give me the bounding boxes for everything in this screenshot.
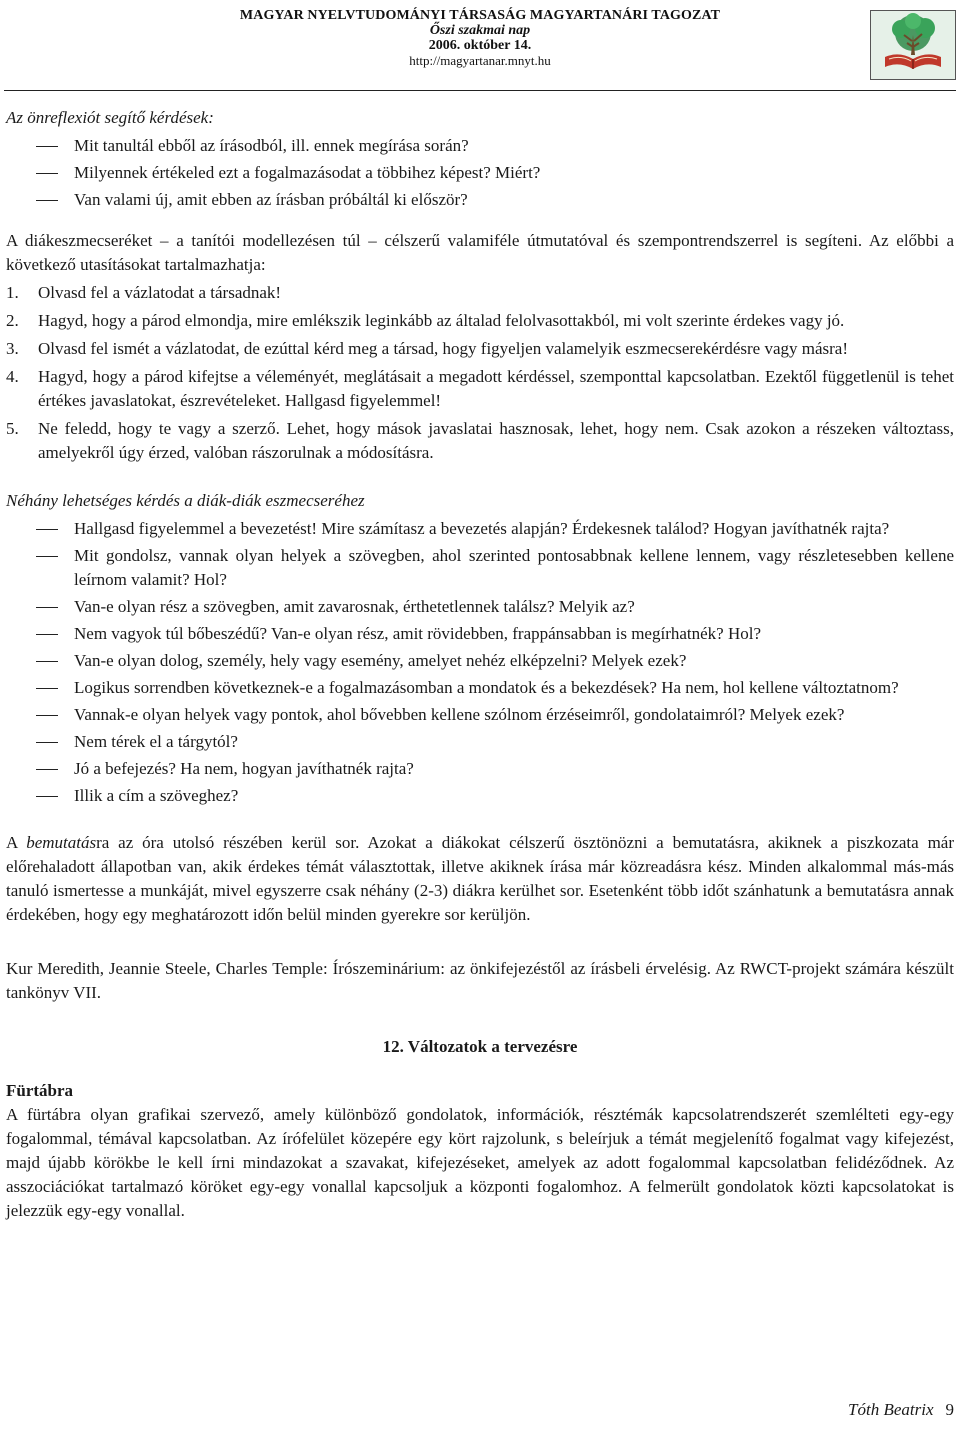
list-item: Illik a cím a szöveghez? bbox=[6, 784, 954, 808]
list-item bbox=[6, 365, 954, 413]
instruction-list bbox=[6, 281, 954, 465]
list-item: Hallgasd figyelemmel a bevezetést! Mire számítasz a bevezetés alapján? Érdekesnek találod? Hogyan javíthatnék rajta? bbox=[6, 517, 954, 541]
item-number: 4. bbox=[6, 367, 19, 386]
presentation-paragraph bbox=[6, 831, 954, 927]
list-item: Vannak-e olyan helyek vagy pontok, ahol bővebben kellene szólnom érzéseimről, gondolataimról? Melyek ezek? bbox=[6, 703, 954, 727]
list-item: Mit tanultál ebből az írásodból, ill. ennek megírása során? bbox=[6, 134, 954, 158]
self-reflection-list bbox=[6, 134, 954, 212]
list-item: Logikus sorrendben következnek-e a fogalmazásomban a mondatok és a bekezdések? Ha nem, hol kellene változtatnom? bbox=[6, 676, 954, 700]
header-organization: MAGYAR NYELVTUDOMÁNYI TÁRSASÁG MAGYARTANÁRI TAGOZAT bbox=[239, 8, 721, 23]
section-subheading: Fürtábra bbox=[6, 1081, 74, 1100]
item-number: 3. bbox=[6, 339, 19, 358]
page-number: 9 bbox=[945, 1400, 954, 1419]
reference-citation: Kur Meredith, Jeannie Steele, Charles Temple: Írószeminárium: az önkifejezéstől az írásbeli érvelésig. Az RWCT-projekt számára készült tankönyv VII. bbox=[6, 959, 954, 1002]
item-text: Ne feledd, hogy te vagy a szerző. Lehet, hogy mások javaslatai hasznosak, lehet, hogy nem. Csak azokon a részeken változtass, amelyekről úgy érzed, valóban rászorulnak a módosításra. bbox=[38, 419, 954, 462]
item-number: 1. bbox=[6, 283, 19, 302]
list-item bbox=[6, 309, 954, 333]
list-item bbox=[6, 417, 954, 465]
list-item: Nem térek el a tárgytól? bbox=[6, 730, 954, 754]
presentation-rest: ra az óra utolsó részében kerül sor. Azokat a diákokat célszerű ösztönözni a bemutatásra, akiknek a piszkozata már előrehaladott állapotban van, akik érdekes témát választottak, illetve akiknek írása már közreadásra kész. Minden alkalommal más-más tanuló ismertesse a munkáját, mivel egyszerre csak néhány (2-3) diákra kerülhet sor. Esetenként több időt szánhatunk a bemutatásra annak érdekében, hogy egy meghatározott időn belül minden gyerekre sor kerüljön. bbox=[6, 833, 954, 924]
item-text: Olvasd fel a vázlatodat a társadnak! bbox=[38, 283, 282, 302]
presentation-prefix: A bbox=[6, 833, 27, 852]
list-item: Van-e olyan dolog, személy, hely vagy esemény, amelyet nehéz elképzelni? Melyek ezek? bbox=[6, 649, 954, 673]
self-reflection-heading: Az önreflexiót segítő kérdések: bbox=[6, 108, 214, 127]
list-item: Mit gondolsz, vannak olyan helyek a szövegben, ahol szerinted pontosabbnak kellene lennem, vagy részletesebben kellene leírnom valamit? Hol? bbox=[6, 544, 954, 592]
list-item: Van valami új, amit ebben az írásban próbáltál ki először? bbox=[6, 188, 954, 212]
list-item: Nem vagyok túl bőbeszédű? Van-e olyan rész, amit rövidebben, frappánsabban is megírhatnék? Hol? bbox=[6, 622, 954, 646]
header-divider bbox=[4, 90, 956, 91]
item-text: Hagyd, hogy a párod kifejtse a véleményét, meglátásait a megadott kérdéssel, szemponttal kapcsolatban. Ezektől függetlenül is tehet értékes javaslatokat, észrevételeket. Hallgasd figyelemmel! bbox=[38, 367, 954, 410]
header-event: Őszi szakmai nap bbox=[429, 23, 531, 38]
header-url[interactable]: http://magyartanar.mnyt.hu bbox=[409, 53, 551, 68]
item-number: 2. bbox=[6, 311, 19, 330]
header-text bbox=[4, 8, 956, 68]
intro-paragraph: A diákeszmecseréket – a tanítói modellezésen túl – célszerű valamiféle útmutatóval és szempontrendszerrel is segíteni. Az előbbi a következő utasításokat tartalmazhatja: bbox=[6, 231, 954, 274]
page-content bbox=[6, 106, 954, 1223]
list-item: Milyennek értékeled ezt a fogalmazásodat a többihez képest? Miért? bbox=[6, 161, 954, 185]
tree-book-logo-icon bbox=[870, 10, 956, 80]
list-item bbox=[6, 337, 954, 361]
page-footer bbox=[848, 1398, 954, 1422]
page-header bbox=[4, 8, 956, 88]
header-date: 2006. október 14. bbox=[428, 38, 532, 53]
item-text: Olvasd fel ismét a vázlatodat, de ezúttal kérd meg a társad, hogy figyeljen valamelyik eszmecserekérdésre vagy másra! bbox=[38, 339, 848, 358]
section-title: 12. Változatok a tervezésre bbox=[382, 1037, 578, 1056]
peer-questions-list bbox=[6, 517, 954, 808]
item-number: 5. bbox=[6, 419, 19, 438]
logo-graphic bbox=[871, 11, 955, 79]
item-text: Hagyd, hogy a párod elmondja, mire emlékszik leginkább az általad felolvasottakból, mi volt szerinte érdekes vagy jó. bbox=[38, 311, 845, 330]
list-item bbox=[6, 281, 954, 305]
list-item: Jó a befejezés? Ha nem, hogyan javíthatnék rajta? bbox=[6, 757, 954, 781]
peer-questions-heading: Néhány lehetséges kérdés a diák-diák eszmecseréhez bbox=[6, 491, 365, 510]
presentation-emphasis: bemutatás bbox=[26, 833, 97, 852]
list-item: Van-e olyan rész a szövegben, amit zavarosnak, érthetetlennek találsz? Melyik az? bbox=[6, 595, 954, 619]
section-paragraph: A fürtábra olyan grafikai szervező, amely különböző gondolatok, információk, résztémák kapcsolatrendszerét szemlélteti egy-egy fogalommal, témával kapcsolatban. Az írófelület közepére egy kört rajzolunk, s beleírjuk a témát megjelenítő fogalmat vagy kifejezést, majd újabb körökbe le kell írni mindazokat a szavakat, kifejezéseket, amelyek az adott fogalommal kapcsolatban felidéződnek. Az asszociációkat tartalmazó köröket egy-egy vonallal kapcsoljuk a központi fogalomhoz. A felmerült gondolatok közti kapcsolatokat is jelezzük egy-egy vonallal. bbox=[6, 1105, 954, 1220]
footer-author: Tóth Beatrix bbox=[848, 1400, 934, 1419]
